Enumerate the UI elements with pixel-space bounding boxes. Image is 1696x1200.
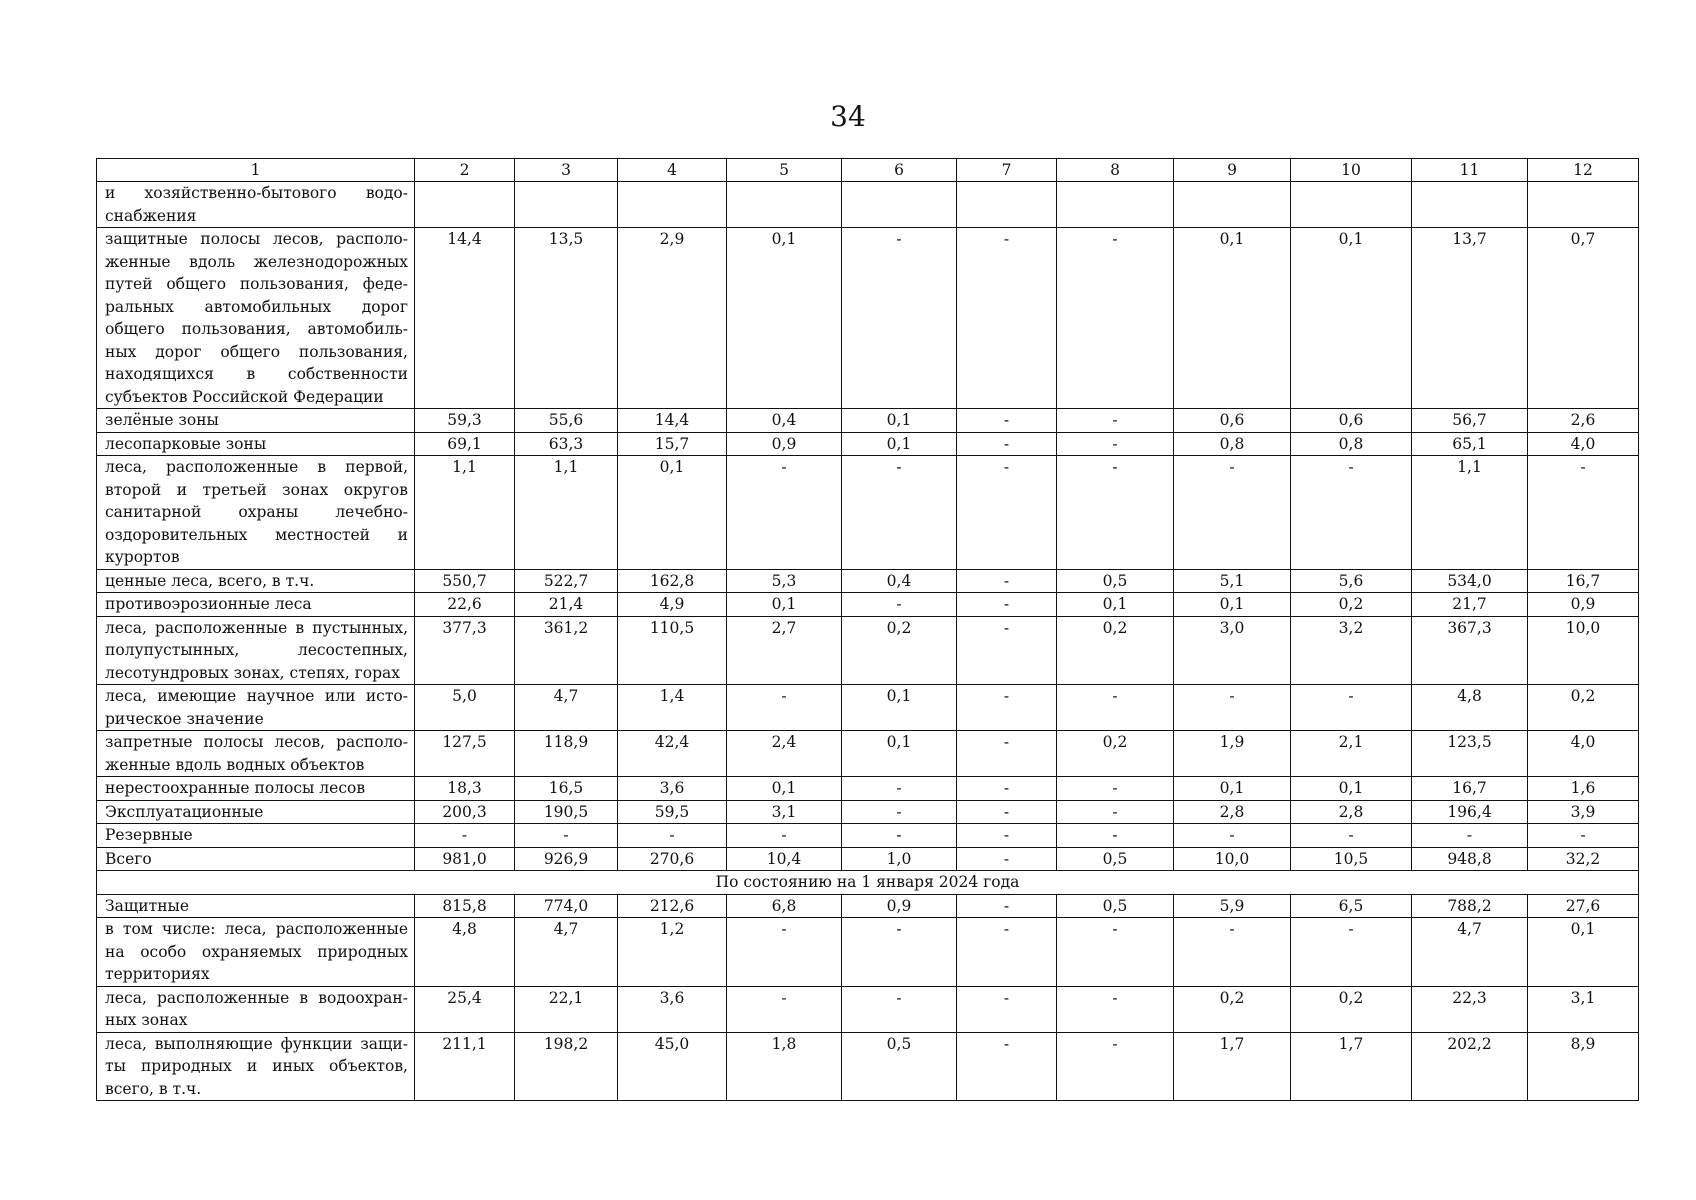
table-cell: 0,1 <box>1057 593 1174 617</box>
table-cell: - <box>1174 456 1291 570</box>
column-number: 2 <box>415 159 515 182</box>
table-cell: 4,0 <box>1528 432 1639 456</box>
column-number: 3 <box>515 159 618 182</box>
table-cell: 5,3 <box>727 569 842 593</box>
table-cell: 0,5 <box>842 1032 957 1101</box>
table-cell: 0,5 <box>1057 847 1174 871</box>
table-cell: - <box>1057 986 1174 1032</box>
table-cell: - <box>1174 685 1291 731</box>
table-row <box>97 409 1639 433</box>
table-cell: 0,2 <box>1174 986 1291 1032</box>
row-label: леса, имеющие научное или исто-рическое значение <box>97 685 415 731</box>
table-cell: - <box>1174 824 1291 848</box>
table-cell: 0,1 <box>727 777 842 801</box>
table-cell: 3,9 <box>1528 800 1639 824</box>
table-cell: 162,8 <box>618 569 727 593</box>
table-cell: 202,2 <box>1412 1032 1528 1101</box>
table-cell: 0,1 <box>842 409 957 433</box>
table-cell: 15,7 <box>618 432 727 456</box>
table-cell: 0,1 <box>727 593 842 617</box>
table-cell: 200,3 <box>415 800 515 824</box>
table-cell: 0,2 <box>842 616 957 685</box>
table-cell: 22,1 <box>515 986 618 1032</box>
table-cell: 127,5 <box>415 731 515 777</box>
table-row <box>97 685 1639 731</box>
table-cell: 0,1 <box>1174 593 1291 617</box>
table-cell: 3,1 <box>727 800 842 824</box>
table-row <box>97 777 1639 801</box>
table-cell: - <box>957 593 1057 617</box>
table-cell: 0,6 <box>1291 409 1412 433</box>
table-cell: 0,1 <box>1174 228 1291 409</box>
table-cell: 59,5 <box>618 800 727 824</box>
table-row <box>97 918 1639 987</box>
table-cell: 10,0 <box>1174 847 1291 871</box>
table-cell: 14,4 <box>415 228 515 409</box>
table-cell: - <box>842 824 957 848</box>
table-cell: 14,4 <box>618 409 727 433</box>
table-cell: 1,1 <box>515 456 618 570</box>
table-cell: 6,8 <box>727 894 842 918</box>
table-cell: 56,7 <box>1412 409 1528 433</box>
table-cell: 4,7 <box>515 685 618 731</box>
table-row <box>97 731 1639 777</box>
table-row <box>97 228 1639 409</box>
table-cell: 25,4 <box>415 986 515 1032</box>
table-cell: - <box>1057 800 1174 824</box>
table-cell <box>1528 182 1639 228</box>
column-number: 1 <box>97 159 415 182</box>
table-cell: - <box>1291 685 1412 731</box>
table-cell: 1,2 <box>618 918 727 987</box>
table-cell: 69,1 <box>415 432 515 456</box>
table-cell: 63,3 <box>515 432 618 456</box>
table-cell: - <box>1057 824 1174 848</box>
table-cell: 5,1 <box>1174 569 1291 593</box>
table-cell: 550,7 <box>415 569 515 593</box>
table-cell: - <box>1057 918 1174 987</box>
table-cell: - <box>842 593 957 617</box>
table-cell: - <box>1057 777 1174 801</box>
table-cell: - <box>1291 456 1412 570</box>
column-number: 9 <box>1174 159 1291 182</box>
table-cell: 3,0 <box>1174 616 1291 685</box>
table-cell: 42,4 <box>618 731 727 777</box>
table-cell: 0,2 <box>1528 685 1639 731</box>
table-cell: 534,0 <box>1412 569 1528 593</box>
table-cell: 118,9 <box>515 731 618 777</box>
table-cell: - <box>842 228 957 409</box>
table-cell: 0,8 <box>1291 432 1412 456</box>
row-label: противоэрозионные леса <box>97 593 415 617</box>
table-cell: 32,2 <box>1528 847 1639 871</box>
table-cell: 8,9 <box>1528 1032 1639 1101</box>
table-row <box>97 847 1639 871</box>
table-cell <box>515 182 618 228</box>
table-cell: - <box>415 824 515 848</box>
table-cell: 5,0 <box>415 685 515 731</box>
row-label: в том числе: леса, расположенные на особо охраняемых природных территориях <box>97 918 415 987</box>
row-label: Защитные <box>97 894 415 918</box>
table-cell: 22,6 <box>415 593 515 617</box>
table-cell: 0,9 <box>1528 593 1639 617</box>
table-cell: 55,6 <box>515 409 618 433</box>
column-number: 12 <box>1528 159 1639 182</box>
table-cell: 1,7 <box>1291 1032 1412 1101</box>
table-cell: - <box>957 432 1057 456</box>
table-cell: - <box>842 456 957 570</box>
section-title: По состоянию на 1 января 2024 года <box>97 871 1639 895</box>
table-cell: - <box>1057 456 1174 570</box>
forest-data-table <box>96 158 1639 1101</box>
table-row <box>97 800 1639 824</box>
table-cell: 948,8 <box>1412 847 1528 871</box>
table-cell: - <box>957 800 1057 824</box>
table-cell: 0,6 <box>1174 409 1291 433</box>
table-row <box>97 616 1639 685</box>
table-cell <box>1174 182 1291 228</box>
row-label: леса, расположенные в первой, второй и третьей зонах округов санитарной охраны лечебно-оздоровительных местностей и курортов <box>97 456 415 570</box>
table-cell: 3,6 <box>618 986 727 1032</box>
table-cell: 22,3 <box>1412 986 1528 1032</box>
table-cell: 0,5 <box>1057 569 1174 593</box>
table-cell: 0,9 <box>842 894 957 918</box>
table-cell: - <box>727 918 842 987</box>
table-cell: 3,2 <box>1291 616 1412 685</box>
table-cell: - <box>957 824 1057 848</box>
table-cell: - <box>957 456 1057 570</box>
table-cell: 270,6 <box>618 847 727 871</box>
table-cell: - <box>1057 1032 1174 1101</box>
table-cell: - <box>957 616 1057 685</box>
table-cell: 367,3 <box>1412 616 1528 685</box>
table-cell <box>842 182 957 228</box>
column-number: 8 <box>1057 159 1174 182</box>
row-label: Эксплуатационные <box>97 800 415 824</box>
table-cell: - <box>727 685 842 731</box>
table-cell: - <box>957 1032 1057 1101</box>
column-number: 5 <box>727 159 842 182</box>
table-cell <box>1412 182 1528 228</box>
table-cell: 4,9 <box>618 593 727 617</box>
table-cell: 3,6 <box>618 777 727 801</box>
section-row <box>97 871 1639 895</box>
row-label: леса, расположенные в водоохран-ных зонах <box>97 986 415 1032</box>
table-cell: 190,5 <box>515 800 618 824</box>
table-cell: 59,3 <box>415 409 515 433</box>
table-cell: 10,5 <box>1291 847 1412 871</box>
table-cell: 2,6 <box>1528 409 1639 433</box>
table-cell: - <box>957 409 1057 433</box>
table-cell: 2,9 <box>618 228 727 409</box>
table-cell: - <box>1057 409 1174 433</box>
table-cell: 774,0 <box>515 894 618 918</box>
row-label: ценные леса, всего, в т.ч. <box>97 569 415 593</box>
table-cell: 0,1 <box>842 432 957 456</box>
table-cell: 0,1 <box>1174 777 1291 801</box>
table-cell: 212,6 <box>618 894 727 918</box>
table-cell: 5,6 <box>1291 569 1412 593</box>
table-cell: 2,8 <box>1174 800 1291 824</box>
table-cell: - <box>618 824 727 848</box>
table-cell: 1,8 <box>727 1032 842 1101</box>
table-cell: 5,9 <box>1174 894 1291 918</box>
table-cell: - <box>842 986 957 1032</box>
table-cell <box>415 182 515 228</box>
table-cell: - <box>727 456 842 570</box>
table-cell: 0,2 <box>1291 986 1412 1032</box>
table-cell: 981,0 <box>415 847 515 871</box>
table-cell <box>618 182 727 228</box>
table-cell: 0,4 <box>727 409 842 433</box>
table-cell: 21,7 <box>1412 593 1528 617</box>
row-label: нерестоохранные полосы лесов <box>97 777 415 801</box>
table-row <box>97 182 1639 228</box>
table-cell: 0,1 <box>618 456 727 570</box>
column-number: 6 <box>842 159 957 182</box>
row-label: лесопарковые зоны <box>97 432 415 456</box>
table-cell: - <box>957 847 1057 871</box>
table-cell: 1,9 <box>1174 731 1291 777</box>
table-cell: - <box>1057 685 1174 731</box>
table-cell: 2,4 <box>727 731 842 777</box>
table-cell: 0,1 <box>1291 777 1412 801</box>
table-cell: 4,7 <box>1412 918 1528 987</box>
column-number: 7 <box>957 159 1057 182</box>
table-cell: 21,4 <box>515 593 618 617</box>
table-cell: - <box>842 777 957 801</box>
table-row <box>97 456 1639 570</box>
table-cell: 0,1 <box>842 731 957 777</box>
table-cell: 45,0 <box>618 1032 727 1101</box>
row-label: леса, расположенные в пустынных, полупустынных, лесостепных, лесотундровых зонах, степях, горах <box>97 616 415 685</box>
table-cell <box>1057 182 1174 228</box>
table-cell: - <box>957 569 1057 593</box>
table-cell: 377,3 <box>415 616 515 685</box>
table-cell: 4,8 <box>415 918 515 987</box>
row-label: запретные полосы лесов, располо-женные вдоль водных объектов <box>97 731 415 777</box>
table-cell: 123,5 <box>1412 731 1528 777</box>
table-row <box>97 593 1639 617</box>
table-cell: 0,2 <box>1057 616 1174 685</box>
table-cell: 788,2 <box>1412 894 1528 918</box>
table-cell: 0,1 <box>842 685 957 731</box>
column-number: 11 <box>1412 159 1528 182</box>
table-cell: - <box>1057 228 1174 409</box>
column-number: 10 <box>1291 159 1412 182</box>
column-number-row <box>97 159 1639 182</box>
table-row <box>97 894 1639 918</box>
table-cell: 0,5 <box>1057 894 1174 918</box>
table-cell: 65,1 <box>1412 432 1528 456</box>
table-cell: - <box>957 986 1057 1032</box>
table-cell: 0,1 <box>1528 918 1639 987</box>
table-cell: - <box>957 918 1057 987</box>
table-cell: - <box>957 685 1057 731</box>
table-cell: - <box>842 918 957 987</box>
table-cell: - <box>1528 824 1639 848</box>
table-cell: 0,2 <box>1291 593 1412 617</box>
table-row <box>97 1032 1639 1101</box>
row-label: леса, выполняющие функции защи-ты природных и иных объектов, всего, в т.ч. <box>97 1032 415 1101</box>
table-cell: 16,5 <box>515 777 618 801</box>
table-cell: - <box>957 228 1057 409</box>
table-cell: 0,9 <box>727 432 842 456</box>
table-cell: 4,0 <box>1528 731 1639 777</box>
table-row <box>97 569 1639 593</box>
table-cell: - <box>842 800 957 824</box>
table-cell: - <box>1174 918 1291 987</box>
table-cell: 10,0 <box>1528 616 1639 685</box>
table-cell: 6,5 <box>1291 894 1412 918</box>
table-cell: - <box>1528 456 1639 570</box>
table-cell: 211,1 <box>415 1032 515 1101</box>
table-cell: - <box>957 731 1057 777</box>
table-row <box>97 824 1639 848</box>
table-cell: 0,1 <box>1291 228 1412 409</box>
table-cell: 1,4 <box>618 685 727 731</box>
table-cell: 198,2 <box>515 1032 618 1101</box>
table-cell: 13,5 <box>515 228 618 409</box>
table-cell: - <box>515 824 618 848</box>
table-cell: 2,8 <box>1291 800 1412 824</box>
table-cell: - <box>1057 432 1174 456</box>
table-cell: 4,8 <box>1412 685 1528 731</box>
table-cell: 16,7 <box>1412 777 1528 801</box>
table-cell: - <box>727 824 842 848</box>
column-number: 4 <box>618 159 727 182</box>
table-cell: 926,9 <box>515 847 618 871</box>
table-cell: 0,2 <box>1057 731 1174 777</box>
table-cell: 0,7 <box>1528 228 1639 409</box>
table-cell: 196,4 <box>1412 800 1528 824</box>
table-cell: 13,7 <box>1412 228 1528 409</box>
row-label: Резервные <box>97 824 415 848</box>
table-cell: 16,7 <box>1528 569 1639 593</box>
table-cell: - <box>727 986 842 1032</box>
table-cell: 361,2 <box>515 616 618 685</box>
row-label: защитные полосы лесов, располо-женные вдоль железнодорожных путей общего пользования, феде-ральных автомобильных дорог общего пользования, автомобиль-ных дорог общего пользования, находящихся в собственности субъектов Российской Федерации <box>97 228 415 409</box>
table-row <box>97 432 1639 456</box>
table-cell: 1,1 <box>1412 456 1528 570</box>
table-cell: 0,1 <box>727 228 842 409</box>
table-cell: 2,1 <box>1291 731 1412 777</box>
row-label: и хозяйственно-бытового водо-снабжения <box>97 182 415 228</box>
table-cell: 10,4 <box>727 847 842 871</box>
table-cell: - <box>1291 824 1412 848</box>
table-cell <box>1291 182 1412 228</box>
table-cell: 0,4 <box>842 569 957 593</box>
table-cell: 2,7 <box>727 616 842 685</box>
table-cell: 1,1 <box>415 456 515 570</box>
table-cell: 27,6 <box>1528 894 1639 918</box>
table-cell <box>957 182 1057 228</box>
table-cell: 815,8 <box>415 894 515 918</box>
row-label: зелёные зоны <box>97 409 415 433</box>
table-cell: - <box>1412 824 1528 848</box>
row-label: Всего <box>97 847 415 871</box>
table-cell: - <box>957 894 1057 918</box>
table-cell: 3,1 <box>1528 986 1639 1032</box>
table-cell: 110,5 <box>618 616 727 685</box>
table-cell: 522,7 <box>515 569 618 593</box>
table-cell: 18,3 <box>415 777 515 801</box>
table-row <box>97 986 1639 1032</box>
table-cell: 1,6 <box>1528 777 1639 801</box>
page-number: 34 <box>830 100 866 133</box>
table-cell: 1,0 <box>842 847 957 871</box>
table-cell: 0,8 <box>1174 432 1291 456</box>
table-cell: 4,7 <box>515 918 618 987</box>
table-cell: - <box>957 777 1057 801</box>
table-cell <box>727 182 842 228</box>
table-cell: 1,7 <box>1174 1032 1291 1101</box>
table-cell: - <box>1291 918 1412 987</box>
